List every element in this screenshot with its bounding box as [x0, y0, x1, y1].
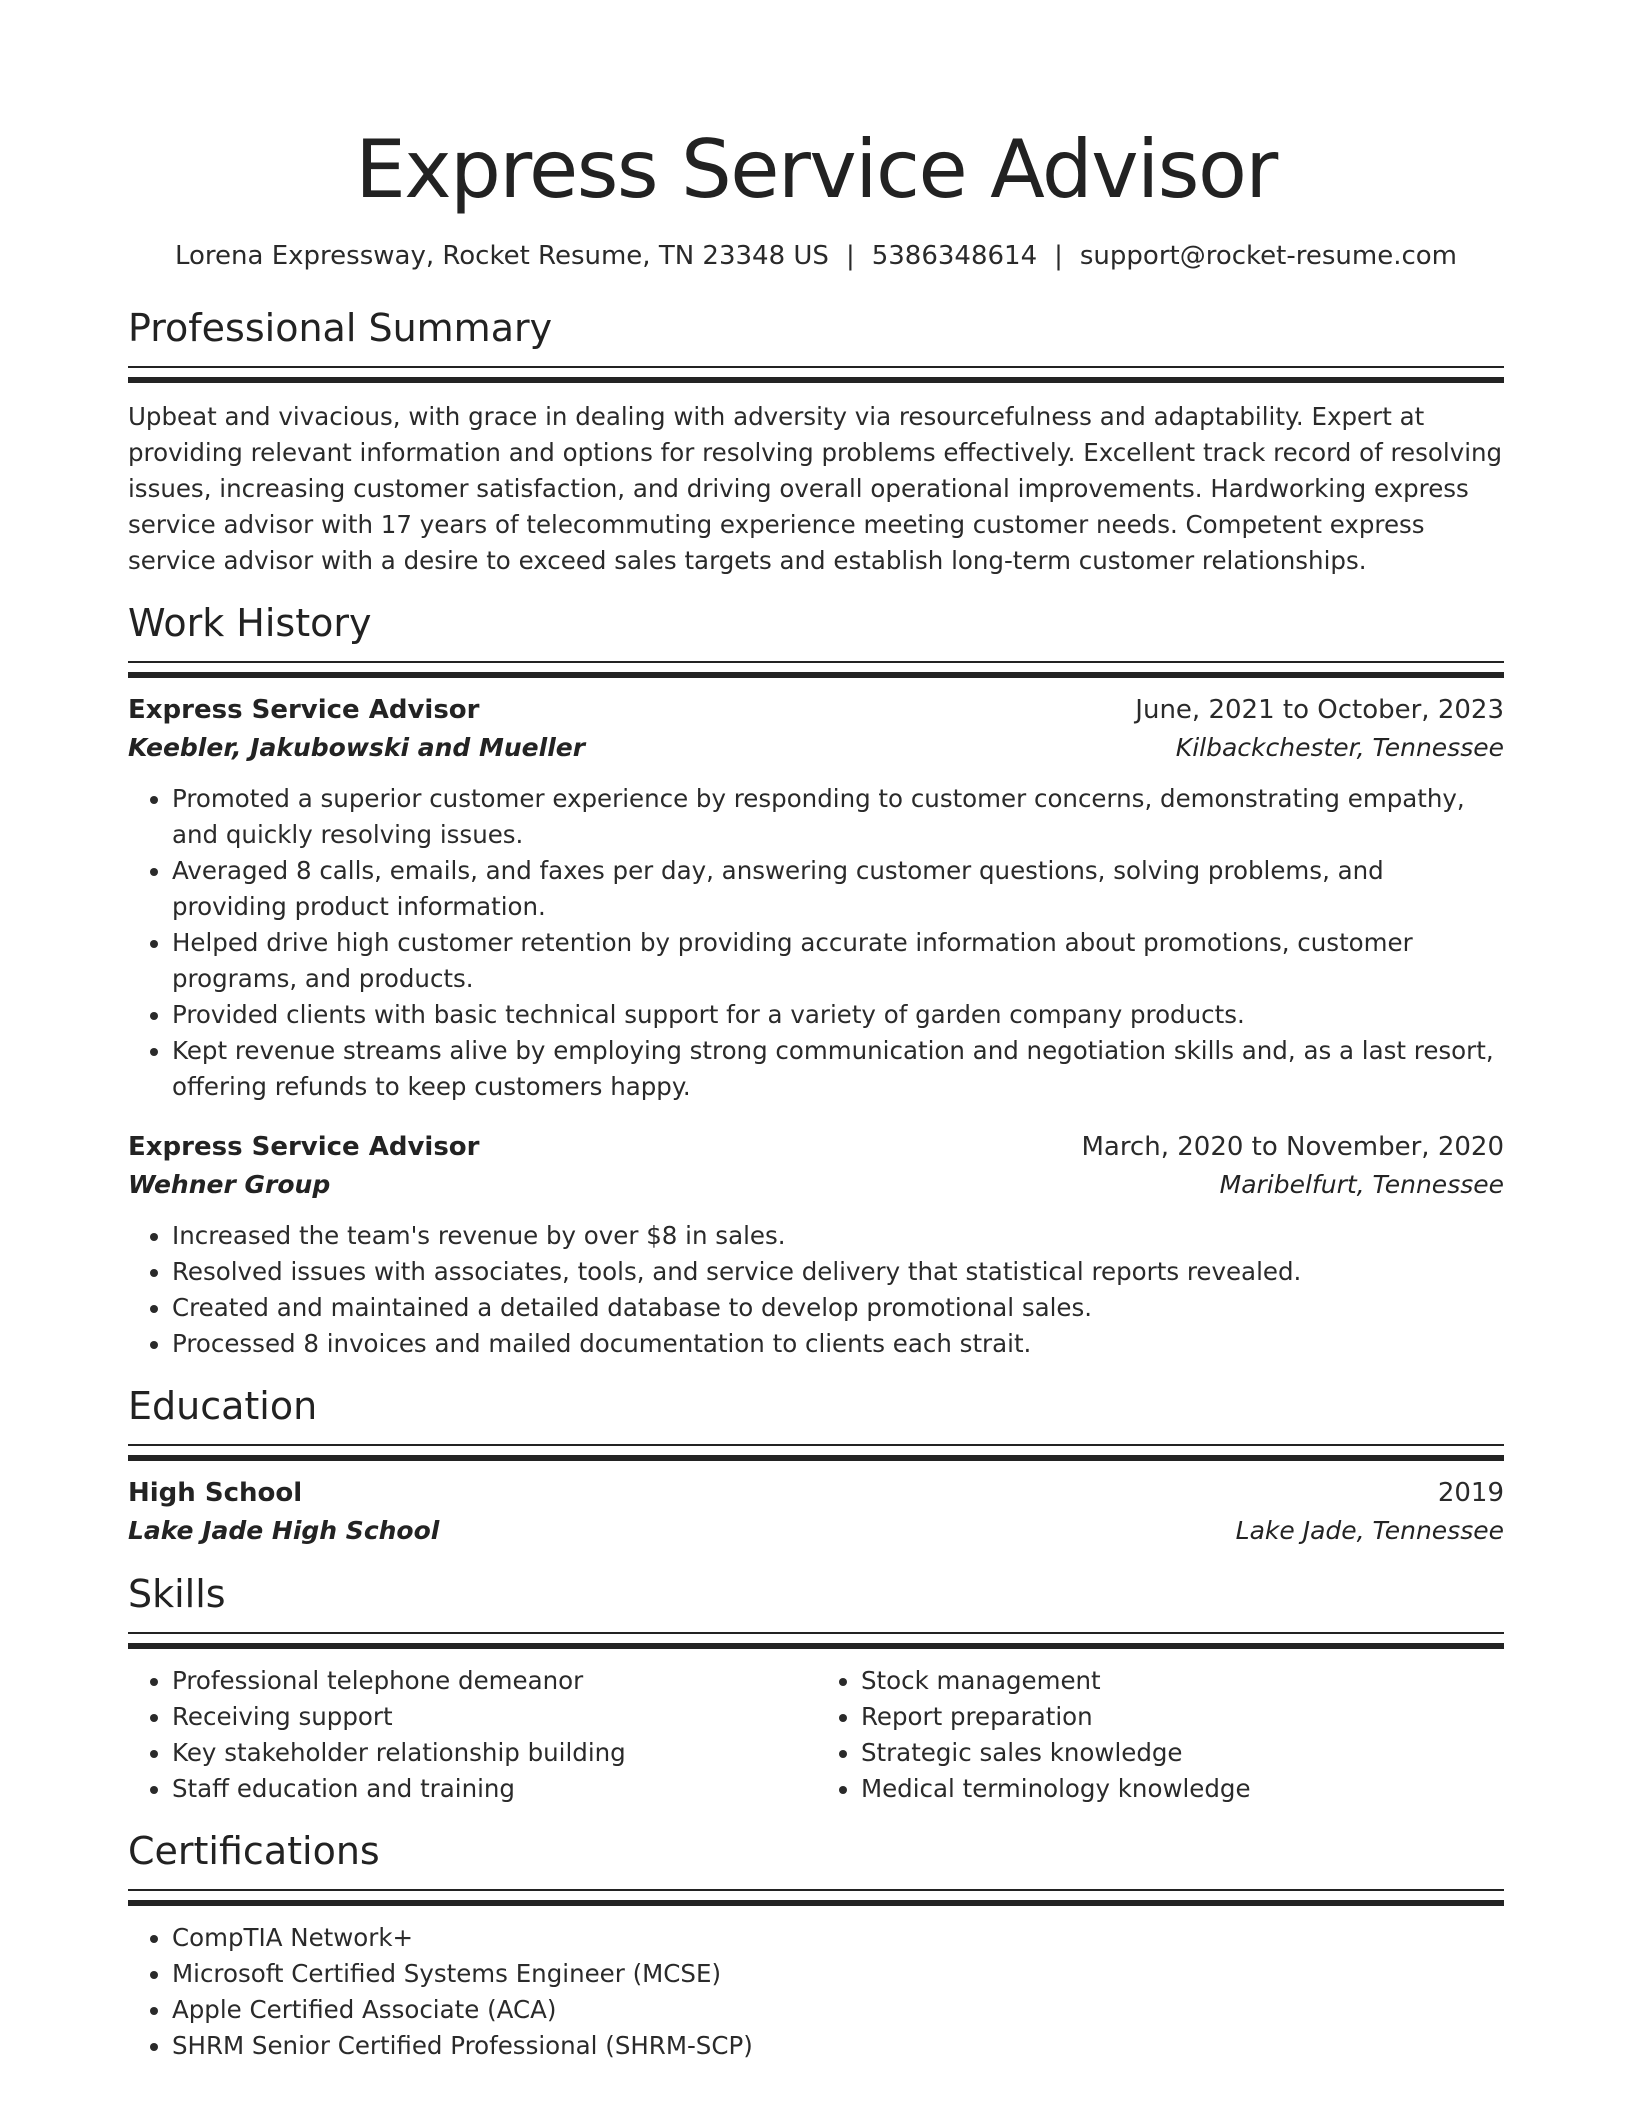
contact-separator: | — [845, 241, 855, 271]
summary-text: Upbeat and vivacious, with grace in dealing with adversity via resourcefulness and adaptability. Expert at providing relevant information and options for resolving problems effectively. Excellent track record of resolving issues, increasing customer satisfaction, and driving overall operational improvements. Hardworking express service advisor with 17 years of telecommuting experience meeting customer needs. Competent express service advisor with a desire to exceed sales targets and establish long-term customer relationships. — [128, 402, 1503, 575]
certifications-list — [128, 1920, 1504, 2064]
section-title-certifications: Certifications — [128, 1829, 380, 1873]
job-bullet: • Resolved issues with associates, tools, and service delivery that statistical reports revealed. — [172, 1254, 1504, 1290]
job-bullet: • Averaged 8 calls, emails, and faxes per day, answering customer questions, solving problems, and providing product information. — [172, 853, 1504, 925]
job-location: Kilbackchester, Tennessee — [1175, 733, 1504, 762]
job-entry — [128, 1129, 1504, 1362]
contact-address: Lorena Expressway, Rocket Resume, TN 23348 US — [175, 241, 829, 271]
education-degree: High School — [128, 1478, 303, 1508]
section-rule — [128, 1444, 1504, 1461]
job-title: Express Service Advisor — [128, 1132, 480, 1162]
skills-section — [128, 1570, 1504, 1807]
contact-email: support@rocket-resume.com — [1079, 241, 1457, 271]
education-school: Lake Jade High School — [128, 1516, 440, 1545]
skill-item: • Key stakeholder relationship building — [172, 1735, 817, 1771]
job-bullet: • Helped drive high customer retention by providing accurate information about promotions, customer programs, and products. — [172, 925, 1504, 997]
contact-line — [128, 238, 1504, 274]
skill-item: • Report preparation — [861, 1699, 1504, 1735]
contact-separator: | — [1054, 241, 1063, 271]
job-bullet: • Created and maintained a detailed database to develop promotional sales. — [172, 1290, 1504, 1326]
job-company: Keebler, Jakubowski and Mueller — [128, 733, 586, 762]
skill-item: • Professional telephone demeanor — [172, 1663, 817, 1699]
education-year: 2019 — [1437, 1478, 1504, 1508]
contact-phone: 5386348614 — [871, 241, 1038, 271]
job-location: Maribelfurt, Tennessee — [1219, 1170, 1504, 1199]
work-section — [128, 599, 1504, 1362]
section-rule — [128, 366, 1504, 383]
certification-item: • SHRM Senior Certified Professional (SHRM-SCP) — [172, 2028, 1504, 2064]
certification-item: • CompTIA Network+ — [172, 1920, 1504, 1956]
job-bullets — [128, 781, 1504, 1105]
education-entry — [128, 1475, 1504, 1550]
skill-item: • Staff education and training — [172, 1771, 817, 1807]
job-bullet: • Kept revenue streams alive by employing strong communication and negotiation skills and, as a last resort, offering refunds to keep customers happy. — [172, 1033, 1504, 1105]
certification-item: • Apple Certified Associate (ACA) — [172, 1992, 1504, 2028]
job-bullets — [128, 1218, 1504, 1362]
section-title-work: Work History — [128, 601, 372, 645]
skill-item: • Medical terminology knowledge — [861, 1771, 1504, 1807]
section-rule — [128, 1889, 1504, 1906]
job-entry — [128, 692, 1504, 1105]
skills-list-right — [817, 1663, 1504, 1807]
skills-list-left — [128, 1663, 817, 1807]
job-bullet: • Processed 8 invoices and mailed documentation to clients each strait. — [172, 1326, 1504, 1362]
job-bullet: • Increased the team's revenue by over $8 in sales. — [172, 1218, 1504, 1254]
job-company: Wehner Group — [128, 1170, 331, 1199]
section-rule — [128, 1632, 1504, 1649]
job-dates: March, 2020 to November, 2020 — [1081, 1132, 1504, 1162]
skills-columns — [128, 1649, 1504, 1807]
job-title: Express Service Advisor — [128, 695, 480, 725]
section-rule — [128, 661, 1504, 678]
skill-item: • Strategic sales knowledge — [861, 1735, 1504, 1771]
education-section — [128, 1382, 1504, 1550]
skill-item: • Receiving support — [172, 1699, 817, 1735]
certification-item: • Microsoft Certified Systems Engineer (MCSE) — [172, 1956, 1504, 1992]
education-location: Lake Jade, Tennessee — [1235, 1516, 1504, 1545]
resume-name: Express Service Advisor — [355, 123, 1277, 216]
resume-page — [128, 0, 1504, 2064]
section-title-summary: Professional Summary — [128, 306, 553, 350]
section-title-education: Education — [128, 1384, 318, 1428]
skill-item: • Stock management — [861, 1663, 1504, 1699]
section-title-skills: Skills — [128, 1572, 226, 1616]
job-bullet: • Provided clients with basic technical support for a variety of garden company products. — [172, 997, 1504, 1033]
summary-section — [128, 304, 1504, 579]
job-dates: June, 2021 to October, 2023 — [1135, 695, 1504, 725]
certifications-section — [128, 1827, 1504, 2064]
job-bullet: • Promoted a superior customer experience by responding to customer concerns, demonstrating empathy, and quickly resolving issues. — [172, 781, 1504, 853]
